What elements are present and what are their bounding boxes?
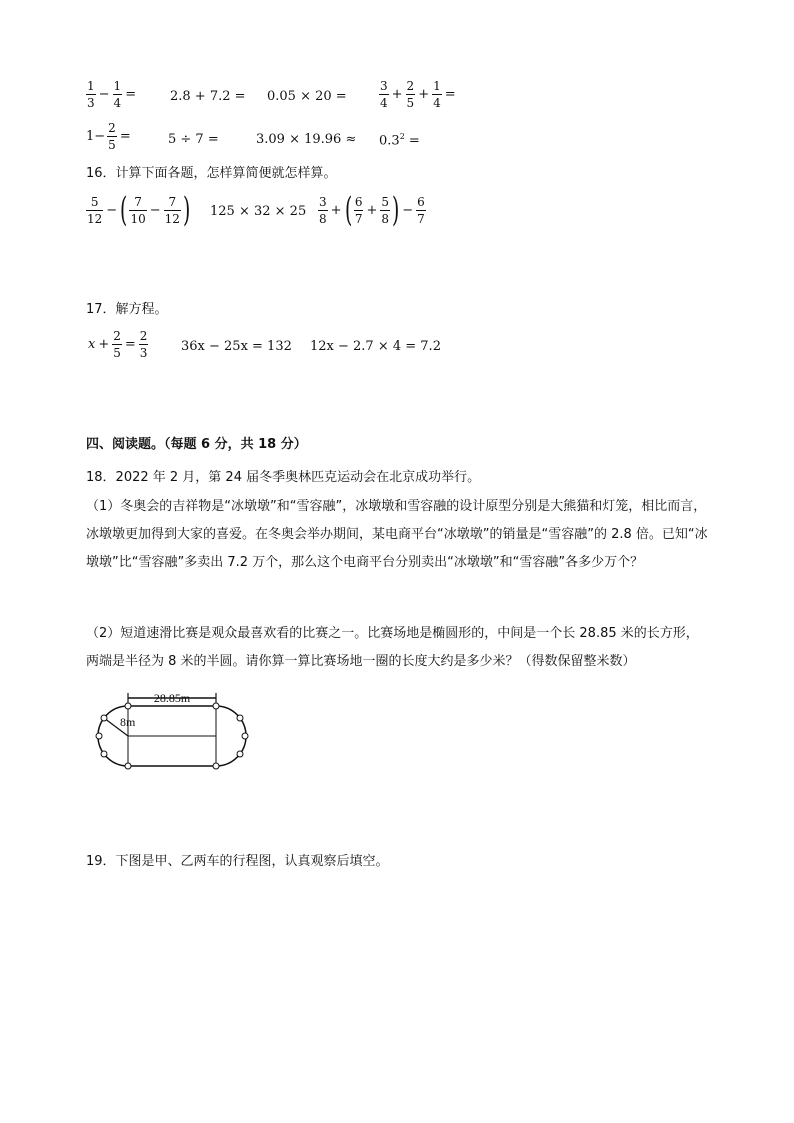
radius-label: 8m — [120, 715, 136, 729]
fraction: $\frac{3}{4}$ — [380, 79, 388, 110]
marker — [237, 715, 243, 721]
marker — [101, 715, 107, 721]
q16-title: 16．计算下面各题，怎样算简便就怎样算。 — [86, 166, 337, 181]
track-diagram — [88, 688, 263, 780]
row2-expr-4: $0.3^2$ = — [379, 132, 420, 149]
fraction: $\frac{2}{3}$ — [139, 329, 148, 360]
fraction: $\frac{2}{5}$ — [108, 121, 116, 152]
row2-expr-1: 1− $\frac{2}{5}$ = — [86, 121, 131, 152]
fraction: $\frac{7}{12}$ — [164, 194, 180, 226]
section-heading: 四、阅读题。（每题 6 分，共 18 分） — [86, 437, 307, 452]
fraction: $\frac{6}{7}$ — [354, 194, 363, 226]
q17-title: 17．解方程。 — [86, 302, 168, 317]
fraction: $\frac{6}{7}$ — [417, 194, 425, 226]
fraction: $\frac{2}{5}$ — [113, 329, 121, 360]
fraction: $\frac{7}{10}$ — [130, 194, 146, 226]
q18-title: 18．2022 年 2 月，第 24 届冬季奥林匹克运动会在北京成功举行。 — [86, 470, 481, 485]
fraction: $\frac{1}{3}$ — [87, 79, 95, 110]
row2-expr-3: 3.09 × 19.96 ≈ — [256, 132, 357, 147]
q19-title: 19．下图是甲、乙两车的行程图，认真观察后填空。 — [86, 854, 389, 869]
row1-expr-2: 2.8 + 7.2 = — [170, 89, 246, 104]
q17-expr-2: 36x − 25x = 132 — [181, 339, 292, 354]
fraction: $\frac{5}{12}$ — [87, 194, 103, 226]
marker — [242, 733, 248, 739]
marker — [213, 763, 219, 769]
marker — [125, 763, 131, 769]
q17-expr-3: 12x − 2.7 × 4 = 7.2 — [310, 339, 441, 354]
marker — [237, 751, 243, 757]
fraction: $\frac{3}{8}$ — [319, 194, 327, 226]
q16-expr-3: $\frac{3}{8}$ + ( $\frac{6}{7}$ + $\frac{5}{8}$ ) − $\frac{6}{7}$ — [319, 190, 425, 230]
q18-part2: （2）短道速滑比赛是观众最喜欢看的比赛之一。比赛场地是椭圆形的，中间是一个长 28.85 米的长方形，两端是半径为 8 米的半圆。请你算一算比赛场地一圈的长度大约是多少米？（得数保留整米数） — [86, 626, 699, 669]
marker — [96, 733, 102, 739]
fraction: $\frac{5}{8}$ — [381, 194, 389, 226]
fraction: $\frac{2}{5}$ — [406, 79, 415, 110]
row2-expr-2: 5 ÷ 7 = — [168, 132, 219, 147]
row1-expr-1: $\frac{1}{3}$ − $\frac{1}{4}$ = — [87, 79, 137, 110]
fraction: $\frac{1}{4}$ — [113, 79, 122, 110]
q16-expr-1: $\frac{5}{12}$ − ( $\frac{7}{10}$ − $\frac{7}{12}$ ) — [87, 190, 191, 230]
fraction: $\frac{1}{4}$ — [433, 79, 441, 110]
marker — [125, 703, 131, 709]
q18-part1: （1）冬奥会的吉祥物是“冰墩墩”和“雪容融”，冰墩墩和雪容融的设计原型分别是大熊猫和灯笼，相比而言，冰墩墩更加得到大家的喜爱。在冬奥会举办期间，某电商平台“冰墩墩”的销量是“雪容融”的 2.8 倍。已知“冰墩墩”比“雪容融”多卖出 7.2 万个，那么这个电商平台分别卖出“冰墩墩”和“雪容融”各多少万个？ — [86, 499, 708, 570]
q17-expr-1: x + $\frac{2}{5}$ = $\frac{2}{3}$ — [88, 329, 148, 360]
row1-expr-3: 0.05 × 20 = — [267, 89, 347, 104]
q16-expr-2: 125 × 32 × 25 — [210, 204, 307, 219]
row1-expr-4: $\frac{3}{4}$ + $\frac{2}{5}$ + $\frac{1}{4}$ = — [380, 79, 456, 110]
length-label: 28.85m — [153, 691, 191, 705]
marker — [213, 703, 219, 709]
marker — [101, 751, 107, 757]
